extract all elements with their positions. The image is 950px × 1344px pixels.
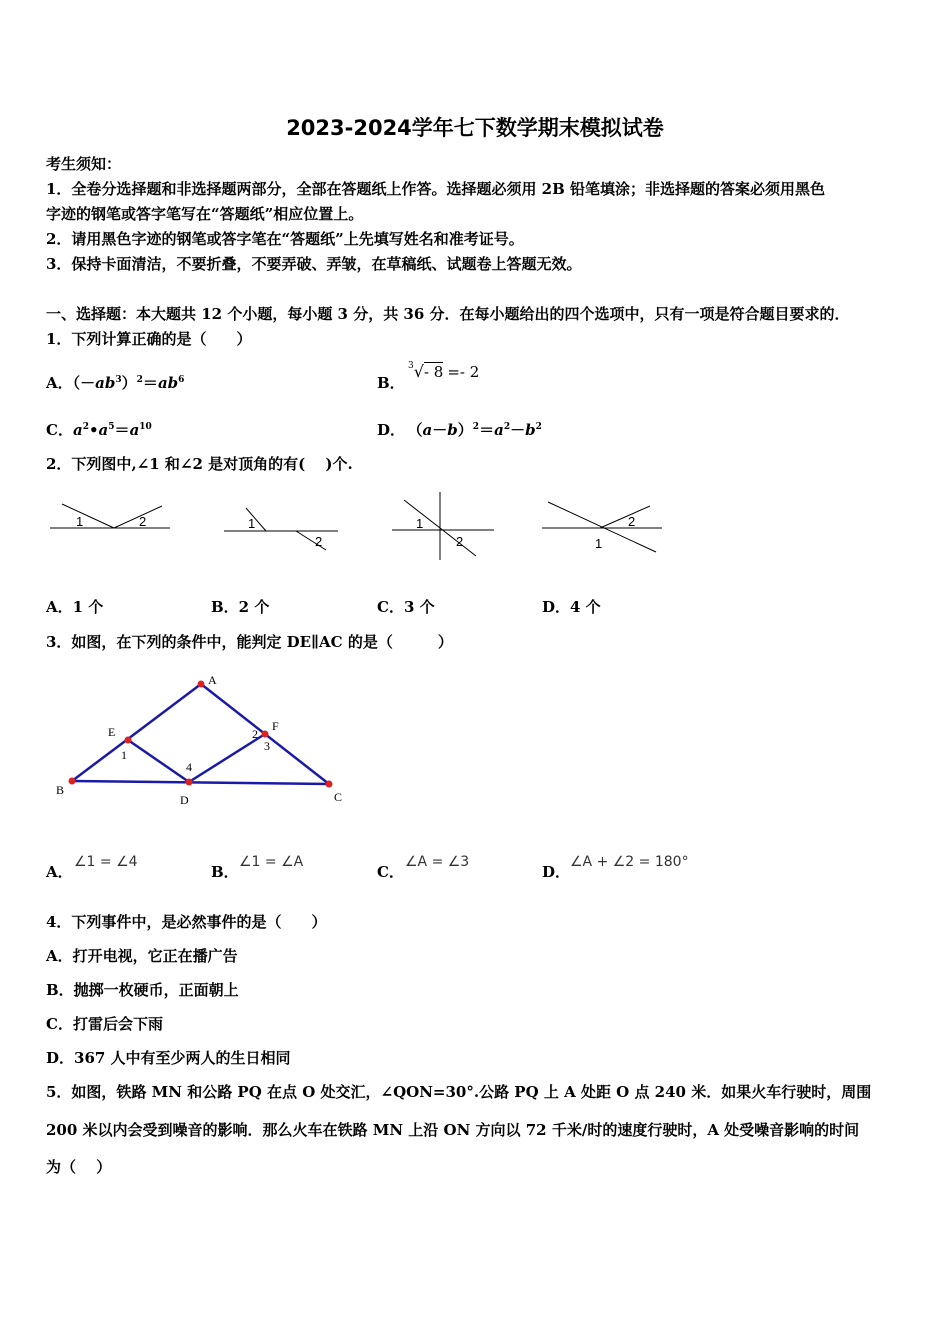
notice-line-3: 3．保持卡面清洁，不要折叠，不要弄破、弄皱，在草稿纸、试题卷上答题无效。 [46, 255, 582, 273]
q2-figure-2 [222, 504, 342, 554]
q3-option-a-label: A． [46, 863, 73, 881]
angle-4: 4 [186, 760, 192, 774]
q2-option-c: C．3 个 [377, 598, 435, 616]
label-a: A [208, 673, 217, 687]
point-b [69, 778, 76, 785]
point-e [125, 737, 132, 744]
q1-stem: 1．下列计算正确的是（ ） [46, 330, 252, 348]
page-title: 2023-2024学年七下数学期末模拟试卷 [286, 116, 664, 140]
label-f: F [272, 719, 279, 733]
notice-line-1b: 字迹的钢笔或答字笔写在“答题纸”相应位置上。 [46, 205, 364, 223]
q2-figure-3 [390, 490, 500, 562]
q2-fig2-label-1: 1 [248, 516, 256, 531]
q3-stem: 3．如图，在下列的条件中，能判定 DE∥AC 的是（ ） [46, 633, 453, 651]
q2-fig1-label-2: 2 [139, 514, 147, 529]
q3-option-a-expr: ∠1 = ∠4 [74, 854, 138, 870]
q1-option-b: B． [377, 374, 405, 392]
q3-triangle-figure [50, 668, 360, 813]
section-heading: 一、选择题：本大题共 12 个小题，每小题 3 分，共 36 分．在每小题给出的四个选项中，只有一项是符合题目要求的． [46, 305, 850, 323]
q3-option-d-label: D． [542, 863, 571, 881]
q3-option-b-expr: ∠1 = ∠A [239, 854, 304, 870]
q1-option-c: C．$a^2•a^5=a^{10}$ [46, 421, 152, 439]
q2-figure-1 [48, 496, 173, 536]
label-d: D [180, 793, 189, 807]
q5-line-1: 5．如图，铁路 MN 和公路 PQ 在点 O 处交汇，∠QON=30°.公路 PQ 上 A 处距 O 点 240 米．如果火车行驶时，周围 [46, 1083, 872, 1101]
label-e: E [108, 725, 116, 739]
q5-line-2: 200 米以内会受到噪音的影响．那么火车在铁路 MN 上沿 ON 方向以 72 千米/时的速度行驶时，A 处受噪音影响的时间 [46, 1121, 860, 1139]
angle-1: 1 [121, 748, 127, 762]
notice-line-1a: 1．全卷分选择题和非选择题两部分，全部在答题纸上作答。选择题必须用 2B 铅笔填涂；非选择题的答案必须用黑色 [46, 180, 826, 198]
q2-figure-4 [540, 496, 665, 556]
point-d [186, 779, 193, 786]
q4-option-d: D．367 人中有至少两人的生日相同 [46, 1049, 291, 1067]
q2-fig3-label-2: 2 [456, 534, 464, 549]
q3-option-d-expr: ∠A + ∠2 = 180° [570, 854, 689, 870]
point-c [326, 781, 333, 788]
q4-option-c: C．打雷后会下雨 [46, 1015, 163, 1033]
q2-fig1-label-1: 1 [76, 514, 84, 529]
q3-option-c-expr: ∠A = ∠3 [405, 854, 470, 870]
q2-option-d: D．4 个 [542, 598, 601, 616]
q3-option-b-label: B． [211, 863, 239, 881]
q1-option-b-expr: $^3$√- 8 =- 2 [408, 361, 480, 381]
label-b: B [56, 783, 65, 797]
q4-stem: 4．下列事件中，是必然事件的是（ ） [46, 913, 327, 931]
q1-option-a: A．$(-ab^3)^2=ab^6$ [46, 374, 185, 392]
q2-option-b: B．2 个 [211, 598, 270, 616]
q2-fig4-label-1: 1 [595, 536, 603, 551]
point-a [198, 681, 205, 688]
q2-fig3-label-1: 1 [416, 516, 424, 531]
q2-fig2-label-2: 2 [315, 534, 323, 549]
q5-line-3: 为（ ） [46, 1158, 112, 1176]
notice-line-2: 2．请用黑色字迹的钢笔或答字笔在“答题纸”上先填写姓名和准考证号。 [46, 230, 524, 248]
q4-option-b: B．抛掷一枚硬币，正面朝上 [46, 981, 239, 999]
q2-option-a: A．1 个 [46, 598, 104, 616]
angle-3: 3 [264, 739, 270, 753]
notice-heading: 考生须知： [46, 155, 122, 173]
label-c: C [334, 790, 343, 804]
angle-2: 2 [252, 727, 258, 741]
point-f [262, 731, 269, 738]
q4-option-a: A．打开电视，它正在播广告 [46, 947, 238, 965]
q2-fig4-label-2: 2 [628, 514, 636, 529]
q2-stem: 2．下列图中,∠1 和∠2 是对顶角的有( )个. [46, 455, 353, 473]
q3-option-c-label: C． [377, 863, 404, 881]
q1-option-d: D． $(a-b)^2=a^2-b^2$ [377, 421, 542, 439]
